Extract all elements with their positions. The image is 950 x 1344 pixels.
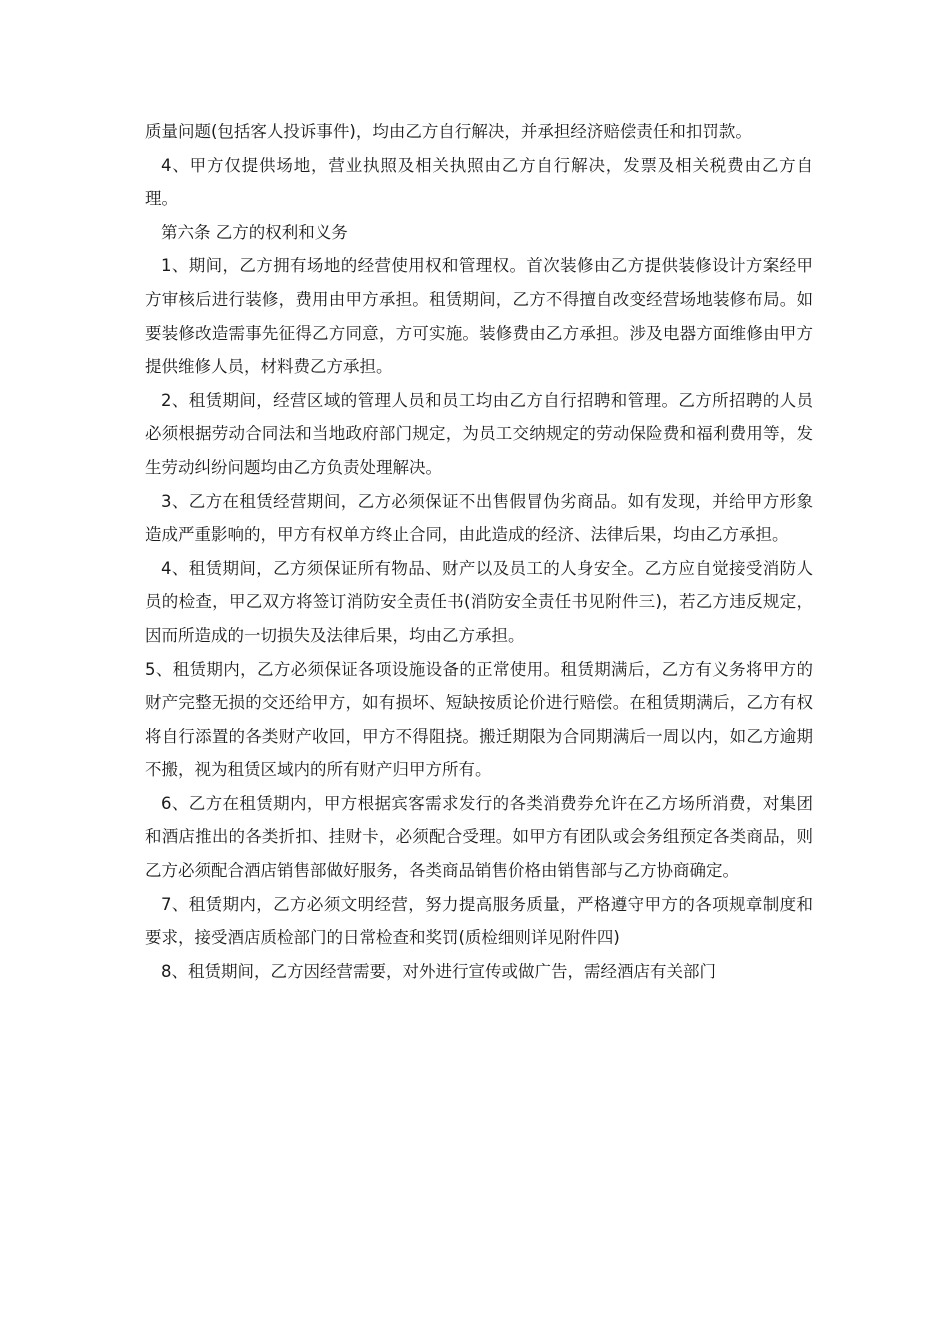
paragraph-quality-issues: 质量问题(包括客人投诉事件)，均由乙方自行解决，并承担经济赔偿责任和扣罚款。 [145, 122, 752, 141]
paragraph-clause-6-4: 4、租赁期间，乙方须保证所有物品、财产以及员工的人身安全。乙方应自觉接受消防人员的检查，甲乙双方将签订消防安全责任书(消防安全责任书见附件三)，若乙方违反规定，因而所造成的一切损失及法律后果，均由乙方承担。 [145, 558, 813, 645]
paragraph-clause-6-7: 7、租赁期内，乙方必须文明经营，努力提高服务质量，严格遵守甲方的各项规章制度和要求，接受酒店质检部门的日常检查和奖罚(质检细则详见附件四) [145, 894, 813, 948]
paragraph-clause-6-3: 3、乙方在租赁经营期间，乙方必须保证不出售假冒伪劣商品。如有发现，并给甲方形象造成严重影响的，甲方有权单方终止合同，由此造成的经济、法律后果，均由乙方承担。 [145, 491, 813, 545]
paragraph-clause-6-8: 8、租赁期间，乙方因经营需要，对外进行宣传或做广告，需经酒店有关部门 [161, 961, 716, 981]
article-6-heading: 第六条 乙方的权利和义务 [161, 222, 348, 242]
paragraph-clause-5-4: 4、甲方仅提供场地，营业执照及相关执照由乙方自行解决，发票及相关税费由乙方自理。 [145, 155, 813, 209]
paragraph-clause-6-1: 1、期间，乙方拥有场地的经营使用权和管理权。首次装修由乙方提供装修设计方案经甲方审核后进行装修，费用由甲方承担。租赁期间，乙方不得擅自改变经营场地装修布局。如要装修改造需事先征得乙方同意，方可实施。装修费由乙方承担。涉及电器方面维修由甲方提供维修人员，材料费乙方承担。 [145, 256, 813, 377]
paragraph-clause-6-5: 5、租赁期内，乙方必须保证各项设施设备的正常使用。租赁期满后，乙方有义务将甲方的财产完整无损的交还给甲方，如有损坏、短缺按质论价进行赔偿。在租赁期满后，乙方有权将自行添置的各类财产收回，甲方不得阻挠。搬迁期限为合同期满后一周以内，如乙方逾期不搬，视为租赁区域内的所有财产归甲方所有。 [145, 659, 813, 780]
document-page [145, 115, 813, 988]
paragraph-clause-6-2: 2、租赁期间，经营区域的管理人员和员工均由乙方自行招聘和管理。乙方所招聘的人员必须根据劳动合同法和当地政府部门规定，为员工交纳规定的劳动保险费和福利费用等，发生劳动纠纷问题均由乙方负责处理解决。 [145, 390, 813, 477]
paragraph-clause-6-6: 6、乙方在租赁期内，甲方根据宾客需求发行的各类消费券允许在乙方场所消费，对集团和酒店推出的各类折扣、挂财卡，必须配合受理。如甲方有团队或会务组预定各类商品，则乙方必须配合酒店销售部做好服务，各类商品销售价格由销售部与乙方协商确定。 [145, 793, 813, 881]
